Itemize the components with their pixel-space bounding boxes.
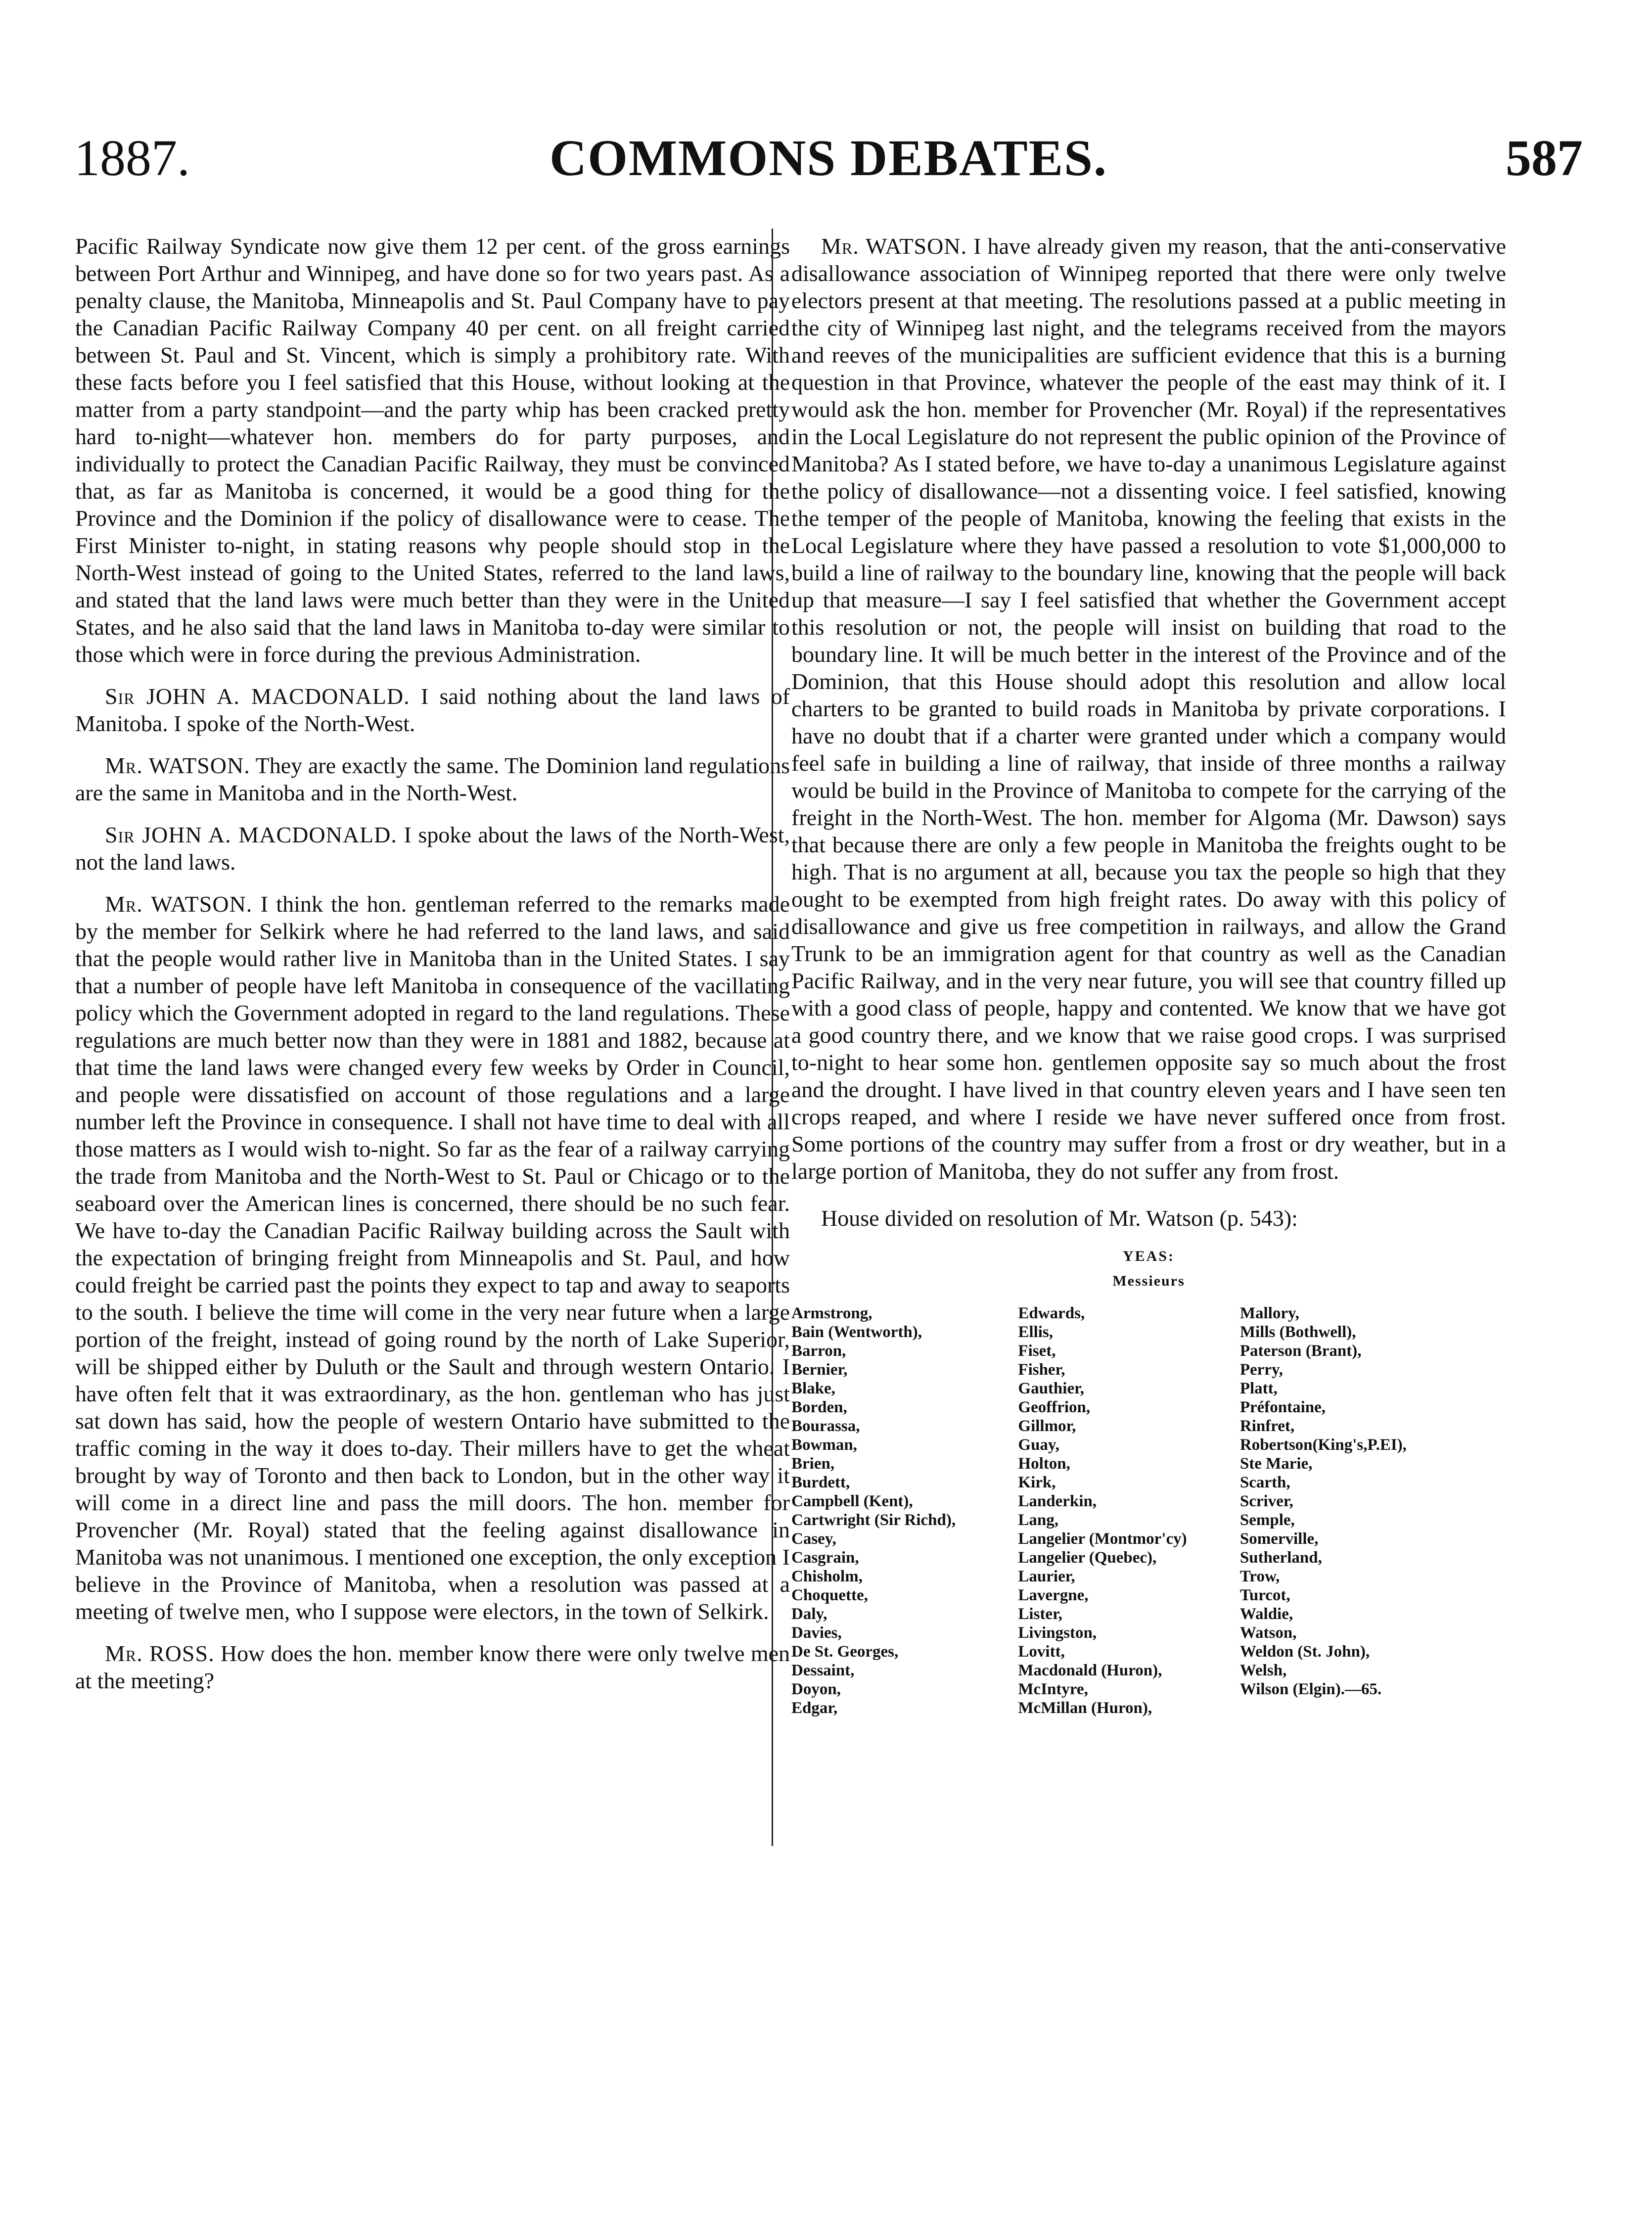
header-page-number: 587	[1506, 130, 1583, 186]
speaker-name: Mr. WATSON.	[105, 891, 253, 917]
member-name: Waldie,	[1239, 1605, 1293, 1623]
header-title: COMMONS DEBATES.	[550, 130, 1107, 186]
member-name: Wilson (Elgin).—65.	[1239, 1680, 1382, 1698]
member-name: Welsh,	[1239, 1662, 1287, 1679]
speaker-name: Mr. ROSS.	[105, 1641, 215, 1666]
paragraph-text: I have already given my reason, that the anti-conservative disallowance association of Winnipeg reported that there were only twelve electors present at that meeting. The resolutions passed at a public meeting in the city of Winnipeg last night, and the telegrams received from the mayors and reeves of the municipalities are sufficient evidence that this is a burning question in that Province, whatever the people of the east may think of it. I would ask the hon. member for Provencher (Mr. Royal) if the representatives in the Local Legislature do not represent the public opinion of the Province of Manitoba? As I stated before, we have to-day a unanimous Legislature against the policy of disallowance—not a dissenting voice. I feel satisfied, knowing the temper of the people of Manitoba, knowing the feeling that exists in the Local Legislature where they have passed a resolution to vote $1,000,000 to build a line of railway to the boundary line, knowing that the people will back up that measure—I say I feel satisfied that whether the Government accept this resolution or not, the people will insist on building that road to the boundary line. It will be much better in the interest of the Province and of the Dominion, that this House should adopt this resolution and allow local charters to be granted to build roads in Manitoba by private corporations. I have no doubt that if a charter were granted under which a company would feel safe in building a line of railway, that inside of three months a railway would be build in the Province of Manitoba to compete for the carrying of the freight in the North-West. The hon. member for Algoma (Mr. Dawson) says that because there are only a few people in Manitoba the freights ought to be high. That is no argument at all, because you tax the people so high that they ought to be exempted from high freight rates. Do away with this policy of disallowance and give us free competition in railways, and allow the Grand Trunk to be an immigration agent for that country as well as the Canadian Pacific Railway, and in the very near future, you will see that country filled up with a good class of people, happy and contented. We know that we have got a good country there, and we know that we raise good crops. I was surprised to-night to hear some hon. gentlemen opposite say so much about the frost and the drought. I have lived in that country eleven years and I have seen ten crops reaped, and where I reside we have never suffered once from frost. Some portions of the country may suffer from a frost or dry weather, but in a large portion of Manitoba, they do not suffer any from frost.	[791, 233, 1507, 1184]
member-name: Scriver,	[1239, 1492, 1293, 1510]
member-name: Borden,	[791, 1398, 847, 1416]
paragraph-text: I spoke about the laws of the North-West, not the land laws.	[75, 822, 790, 875]
member-name: Weldon (St. John),	[1239, 1643, 1370, 1661]
paragraph	[791, 232, 1506, 1185]
member-name: Holton,	[1018, 1455, 1070, 1473]
member-name: Bain (Wentworth),	[791, 1323, 922, 1341]
member-name: Campbell (Kent),	[791, 1492, 913, 1510]
member-name: Brien,	[791, 1455, 835, 1473]
member-name: Turcot,	[1239, 1586, 1290, 1604]
member-name: Mills (Bothwell),	[1239, 1323, 1356, 1341]
paragraph-text: I think the hon. gentleman referred to the remarks made by the member for Selkirk where he had referred to the land laws, and said that the people would rather live in Manitoba than in the United States. I say that a number of people have left Manitoba in consequence of the vacillating policy which the Government adopted in regard to the land regulations. These regulations are much better now than they were in 1881 and 1882, because at that time the land laws were changed every few weeks by Order in Council, and people were dissatisfied on account of those regulations and a large number left the Province in consequence. I shall not have time to deal with all those matters as I would wish to-night. So far as the fear of a railway carrying the trade from Manitoba and the North-West to St. Paul or Chicago or to the seaboard over the American lines is concerned, there should be no such fear. We have to-day the Canadian Pacific Railway building across the Sault with the expectation of bringing freight from Minneapolis and St. Paul, and how could freight be carried past the points they expect to tap and away to seaports to the south. I believe the time will come in the very near future when a large portion of the freight, instead of going round by the north of Lake Superior, will be shipped either by Duluth or the Sault and through western Ontario. I have often felt that it was extraordinary, as the hon. gentleman who has just sat down has said, how the people of western Ontario have submitted to the traffic coming in the way it does to-day. Their millers have to get the wheat brought by way of Toronto and then back to London, but in the other way it will come in a direct line and pass the mill doors. The hon. member for Provencher (Mr. Royal) stated that the feeling against disallowance in Manitoba was not unanimous. I mentioned one exception, the only exception I believe in the Province of Manitoba, when a resolution was passed at a meeting of twelve men, who I suppose were electors, in the town of Selkirk.	[75, 891, 790, 1624]
member-name: Robertson(King's,P.EI),	[1239, 1436, 1407, 1454]
member-name: Lang,	[1018, 1511, 1059, 1529]
member-name: Watson,	[1239, 1624, 1297, 1642]
member-name: Choquette,	[791, 1586, 868, 1604]
speaker-name: Mr. WATSON.	[821, 233, 967, 259]
member-name: Fisher,	[1018, 1361, 1065, 1379]
member-name: Somerville,	[1239, 1530, 1319, 1548]
member-name: Bowman,	[791, 1436, 857, 1454]
paragraph	[75, 821, 790, 876]
member-name: Livingston,	[1018, 1624, 1097, 1642]
messieurs-subheading: Messieurs	[1112, 1273, 1185, 1289]
names-column-2	[1018, 1304, 1239, 1717]
member-name: Paterson (Brant),	[1239, 1342, 1362, 1360]
member-name: Doyon,	[791, 1680, 841, 1698]
member-name: Edgar,	[791, 1699, 838, 1717]
member-name: Ellis,	[1018, 1323, 1054, 1341]
running-head	[74, 126, 1583, 195]
paragraph	[75, 683, 790, 737]
right-column	[791, 232, 1506, 1717]
member-name: Bourassa,	[791, 1417, 860, 1435]
member-name: Cartwright (Sir Richd),	[791, 1511, 956, 1529]
member-name: Casgrain,	[791, 1549, 859, 1567]
member-name: Burdett,	[791, 1474, 850, 1491]
yeas-heading: YEAS:	[1122, 1248, 1175, 1264]
member-name: Ste Marie,	[1239, 1455, 1313, 1473]
member-name: Barron,	[791, 1342, 846, 1360]
member-name: Dessaint,	[791, 1662, 855, 1679]
member-name: Daly,	[791, 1605, 827, 1623]
header-year: 1887.	[74, 130, 190, 186]
member-name: McMillan (Huron),	[1018, 1699, 1152, 1717]
member-name: Scarth,	[1239, 1474, 1290, 1491]
speaker-name: Sir JOHN A. MACDONALD.	[105, 684, 410, 709]
member-name: Lovitt,	[1018, 1643, 1065, 1661]
member-name: Edwards,	[1018, 1304, 1085, 1322]
member-name: Fiset,	[1018, 1342, 1056, 1360]
member-name: Trow,	[1239, 1568, 1280, 1585]
member-name: Guay,	[1018, 1436, 1059, 1454]
member-name: Landerkin,	[1018, 1492, 1097, 1510]
member-name: Laurier,	[1018, 1568, 1075, 1585]
names-column-3	[1240, 1304, 1506, 1717]
member-name: Lavergne,	[1018, 1586, 1089, 1604]
member-name: Perry,	[1239, 1361, 1283, 1379]
yeas-name-list	[791, 1304, 1506, 1717]
member-name: Blake,	[791, 1380, 835, 1397]
paragraph	[75, 890, 790, 1625]
member-name: Davies,	[791, 1624, 842, 1642]
paragraph-text: How does the hon. member know there were only twelve men at the meeting?	[75, 1641, 790, 1693]
member-name: Gillmor,	[1018, 1417, 1076, 1435]
division-statement: House divided on resolution of Mr. Watson (p. 543):	[821, 1205, 1298, 1231]
member-name: Chisholm,	[791, 1568, 863, 1585]
member-name: McIntyre,	[1018, 1680, 1088, 1698]
member-name: Macdonald (Huron),	[1018, 1662, 1162, 1679]
member-name: Rinfret,	[1239, 1417, 1295, 1435]
member-name: Lister,	[1018, 1605, 1062, 1623]
member-name: De St. Georges,	[791, 1643, 899, 1661]
member-name: Geoffrion,	[1018, 1398, 1091, 1416]
paragraph	[75, 752, 790, 806]
member-name: Kirk,	[1018, 1474, 1056, 1491]
paragraph-text: They are exactly the same. The Dominion land regulations are the same in Manitoba and in the North-West.	[75, 753, 790, 805]
member-name: Platt,	[1239, 1380, 1278, 1397]
speaker-name: Mr. WATSON.	[105, 753, 250, 778]
member-name: Semple,	[1239, 1511, 1295, 1529]
speaker-name: Sir JOHN A. MACDONALD.	[105, 822, 397, 847]
member-name: Langelier (Quebec),	[1018, 1549, 1157, 1567]
member-name: Préfontaine,	[1239, 1398, 1326, 1416]
member-name: Langelier (Montmor'cy)	[1018, 1530, 1187, 1548]
paragraph-text: Pacific Railway Syndicate now give them 12 per cent. of the gross earnings between Port Arthur and Winnipeg, and have done so for two years past. As a penalty clause, the Manitoba, Minneapolis and St. Paul Company have to pay the Canadian Pacific Railway Company 40 per cent. on all freight carried between St. Paul and St. Vincent, which is simply a prohibitory rate. With these facts before you I feel satisfied that this House, without looking at the matter from a party standpoint—and the party whip has been cracked pretty hard to-night—whatever hon. members do for party purposes, and individually to protect the Canadian Pacific Railway, they must be convinced that, as far as Manitoba is concerned, it would be a good thing for the Province and the Dominion if the policy of disallowance were to cease. The First Minister to-night, in stating reasons why people should stop in the North-West instead of going to the United States, referred to the land laws, and stated that the land laws were much better than they were in the United States, and he also said that the land laws in Manitoba to-day were similar to those which were in force during the previous Administration.	[75, 233, 790, 667]
member-name: Casey,	[791, 1530, 836, 1548]
member-name: Gauthier,	[1018, 1380, 1084, 1397]
member-name: Sutherland,	[1239, 1549, 1322, 1567]
member-name: Mallory,	[1239, 1304, 1299, 1322]
names-column-1	[791, 1304, 1018, 1717]
member-name: Armstrong,	[791, 1304, 872, 1322]
paragraph	[75, 232, 790, 668]
left-column	[75, 232, 790, 1705]
paragraph-text: I said nothing about the land laws of Manitoba. I spoke of the North-West.	[75, 684, 790, 736]
member-name: Bernier,	[791, 1361, 848, 1379]
paragraph	[75, 1640, 790, 1694]
